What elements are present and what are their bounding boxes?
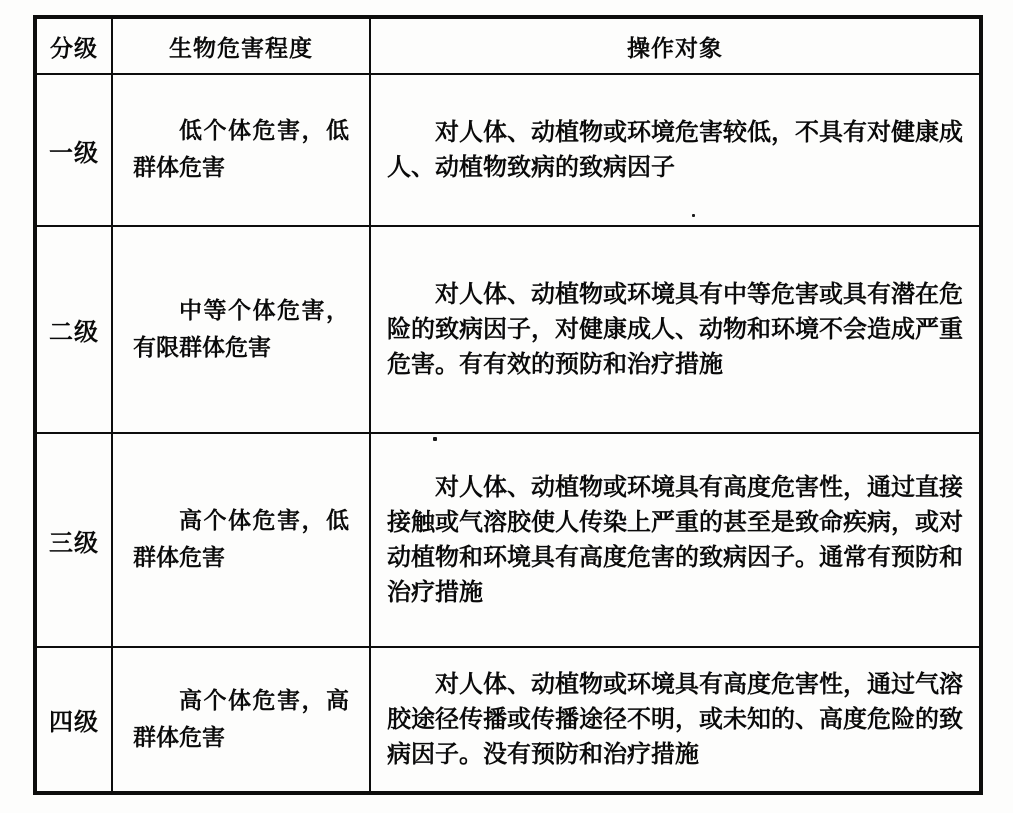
- level-cell: 三级: [35, 433, 112, 647]
- column-header-operation-target: 操作对象: [370, 17, 981, 74]
- operation-target-text: 对人体、动植物或环境具有高度危害性，通过气溶胶途径传播或传播途径不明，或未知的、高度危险的致病因子。没有预防和治疗措施: [387, 670, 963, 768]
- biohazard-classification-table: [33, 15, 983, 795]
- table-row-level-3: [35, 433, 981, 647]
- hazard-degree-cell: [112, 74, 370, 226]
- column-header-hazard-degree: 生物危害程度: [112, 17, 370, 74]
- operation-target-cell: [370, 433, 981, 647]
- scan-artifact-dot: [692, 214, 695, 217]
- level-cell: 二级: [35, 226, 112, 433]
- hazard-degree-text: 低个体危害，低群体危害: [133, 118, 349, 181]
- hazard-degree-text: 中等个体危害，有限群体危害: [133, 297, 349, 361]
- level-cell: 四级: [35, 647, 112, 793]
- hazard-degree-text: 高个体危害，高群体危害: [133, 687, 349, 751]
- level-cell: 一级: [35, 74, 112, 226]
- column-header-level: 分级: [35, 17, 112, 74]
- operation-target-text: 对人体、动植物或环境危害较低，不具有对健康成人、动植物致病的致病因子: [387, 118, 963, 181]
- table-row-level-1: [35, 74, 981, 226]
- hazard-degree-cell: [112, 226, 370, 433]
- operation-target-cell: [370, 226, 981, 433]
- operation-target-text: 对人体、动植物或环境具有高度危害性，通过直接接触或气溶胶使人传染上严重的甚至是致命疾病，或对动植物和环境具有高度危害的致病因子。通常有预防和治疗措施: [387, 473, 963, 606]
- scan-artifact-dot: [433, 437, 437, 441]
- hazard-degree-cell: [112, 433, 370, 647]
- table-row-level-4: [35, 647, 981, 793]
- table-row-level-2: [35, 226, 981, 433]
- operation-target-text: 对人体、动植物或环境具有中等危害或具有潜在危险的致病因子，对健康成人、动物和环境不会造成严重危害。有有效的预防和治疗措施: [387, 280, 963, 378]
- table-header-row: [35, 17, 981, 74]
- hazard-degree-cell: [112, 647, 370, 793]
- operation-target-cell: [370, 74, 981, 226]
- operation-target-cell: [370, 647, 981, 793]
- hazard-degree-text: 高个体危害，低群体危害: [133, 508, 349, 571]
